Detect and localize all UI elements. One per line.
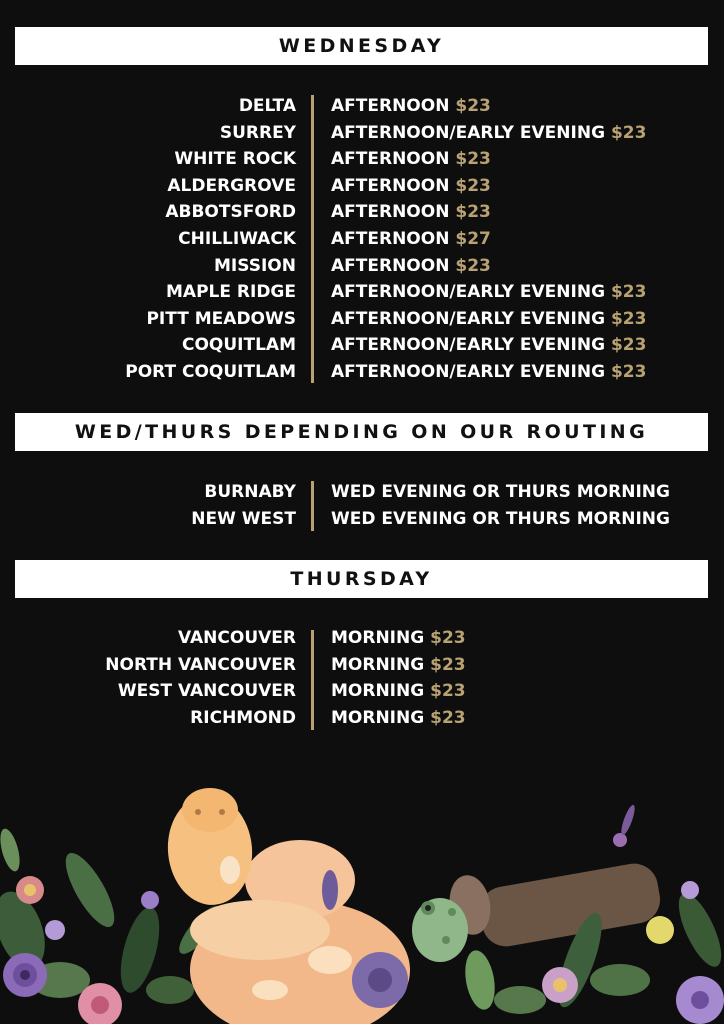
time-slot bbox=[331, 279, 646, 305]
price: $23 bbox=[430, 654, 466, 675]
wed-thurs-banner bbox=[15, 413, 708, 451]
city-name: NEW WEST bbox=[191, 508, 296, 529]
schedule-row bbox=[0, 146, 724, 172]
schedule-row bbox=[0, 506, 724, 532]
time-slot: WED EVENING OR THURS MORNING bbox=[331, 482, 670, 502]
floral-snake-illustration bbox=[0, 780, 724, 1024]
time-label: AFTERNOON/EARLY EVENING bbox=[331, 282, 606, 303]
wednesday-schedule bbox=[0, 93, 724, 383]
thursday-schedule bbox=[0, 625, 724, 733]
price: $23 bbox=[455, 96, 491, 116]
frog-icon bbox=[412, 898, 468, 962]
price: $23 bbox=[610, 362, 647, 382]
time-label: MORNING bbox=[331, 707, 425, 728]
schedule-row bbox=[0, 625, 724, 651]
price: $23 bbox=[455, 149, 491, 170]
time-slot: WED EVENING OR THURS MORNING bbox=[331, 508, 670, 529]
time-label: AFTERNOON/EARLY EVENING bbox=[331, 362, 606, 382]
price: $23 bbox=[455, 175, 491, 196]
time-slot bbox=[331, 226, 491, 252]
city-name: SURREY bbox=[219, 122, 296, 143]
time-slot bbox=[331, 199, 491, 225]
time-slot bbox=[331, 253, 491, 279]
price: $23 bbox=[610, 122, 647, 143]
price: $23 bbox=[430, 707, 466, 728]
time-label: AFTERNOON bbox=[331, 255, 450, 276]
time-slot bbox=[331, 306, 646, 332]
thursday-banner bbox=[15, 560, 708, 598]
city-name: RICHMOND bbox=[190, 707, 296, 728]
time-label: AFTERNOON/EARLY EVENING bbox=[331, 308, 606, 329]
wednesday-title: WEDNESDAY bbox=[278, 35, 445, 57]
time-label: AFTERNOON bbox=[331, 202, 450, 223]
time-label: MORNING bbox=[331, 628, 425, 648]
city-name: PORT COQUITLAM bbox=[125, 362, 296, 382]
price: $23 bbox=[610, 282, 647, 303]
city-name: NORTH VANCOUVER bbox=[105, 654, 296, 675]
city-name: CHILLIWACK bbox=[178, 229, 296, 249]
price: $23 bbox=[430, 628, 466, 648]
price: $23 bbox=[610, 335, 647, 356]
time-label: AFTERNOON bbox=[331, 149, 450, 170]
time-slot bbox=[331, 146, 491, 172]
city-name: PITT MEADOWS bbox=[146, 308, 296, 329]
price: $23 bbox=[455, 202, 491, 223]
schedule-row bbox=[0, 306, 724, 332]
wed-thurs-title: WED/THURS DEPENDING ON OUR ROUTING bbox=[74, 421, 649, 443]
city-name: WHITE ROCK bbox=[174, 149, 296, 170]
time-label: AFTERNOON/EARLY EVENING bbox=[331, 122, 606, 143]
time-slot bbox=[331, 625, 466, 651]
schedule-row bbox=[0, 652, 724, 678]
city-name: ALDERGROVE bbox=[167, 175, 296, 196]
city-name: MISSION bbox=[214, 255, 296, 276]
time-slot bbox=[331, 652, 466, 678]
time-slot bbox=[331, 332, 646, 358]
schedule-row bbox=[0, 479, 724, 505]
city-name: COQUITLAM bbox=[181, 335, 296, 356]
schedule-row bbox=[0, 253, 724, 279]
city-name: VANCOUVER bbox=[178, 628, 296, 648]
schedule-row bbox=[0, 705, 724, 731]
price: $27 bbox=[455, 229, 491, 249]
wed-thurs-schedule bbox=[0, 479, 724, 533]
time-slot bbox=[331, 705, 466, 731]
city-name: ABBOTSFORD bbox=[165, 202, 296, 223]
time-label: MORNING bbox=[331, 681, 425, 702]
time-label: AFTERNOON/EARLY EVENING bbox=[331, 335, 606, 356]
thursday-title: THURSDAY bbox=[290, 568, 433, 590]
schedule-row bbox=[0, 199, 724, 225]
city-name: MAPLE RIDGE bbox=[166, 282, 296, 303]
schedule-row bbox=[0, 279, 724, 305]
schedule-row bbox=[0, 173, 724, 199]
schedule-row bbox=[0, 678, 724, 704]
city-name: DELTA bbox=[238, 96, 296, 116]
schedule-row bbox=[0, 93, 724, 119]
city-name: BURNABY bbox=[204, 482, 296, 502]
log-icon bbox=[445, 860, 664, 950]
wednesday-banner bbox=[15, 27, 708, 65]
price: $23 bbox=[430, 681, 466, 702]
schedule-row bbox=[0, 359, 724, 385]
schedule-row bbox=[0, 120, 724, 146]
time-slot bbox=[331, 120, 646, 146]
time-label: AFTERNOON bbox=[331, 175, 450, 196]
time-slot bbox=[331, 359, 646, 385]
schedule-row bbox=[0, 226, 724, 252]
time-slot bbox=[331, 678, 466, 704]
city-name: WEST VANCOUVER bbox=[117, 681, 296, 702]
time-label: AFTERNOON bbox=[331, 96, 450, 116]
price: $23 bbox=[610, 308, 647, 329]
time-slot bbox=[331, 173, 491, 199]
price: $23 bbox=[455, 255, 491, 276]
time-slot bbox=[331, 93, 491, 119]
schedule-row bbox=[0, 332, 724, 358]
time-label: AFTERNOON bbox=[331, 229, 450, 249]
time-label: MORNING bbox=[331, 654, 425, 675]
